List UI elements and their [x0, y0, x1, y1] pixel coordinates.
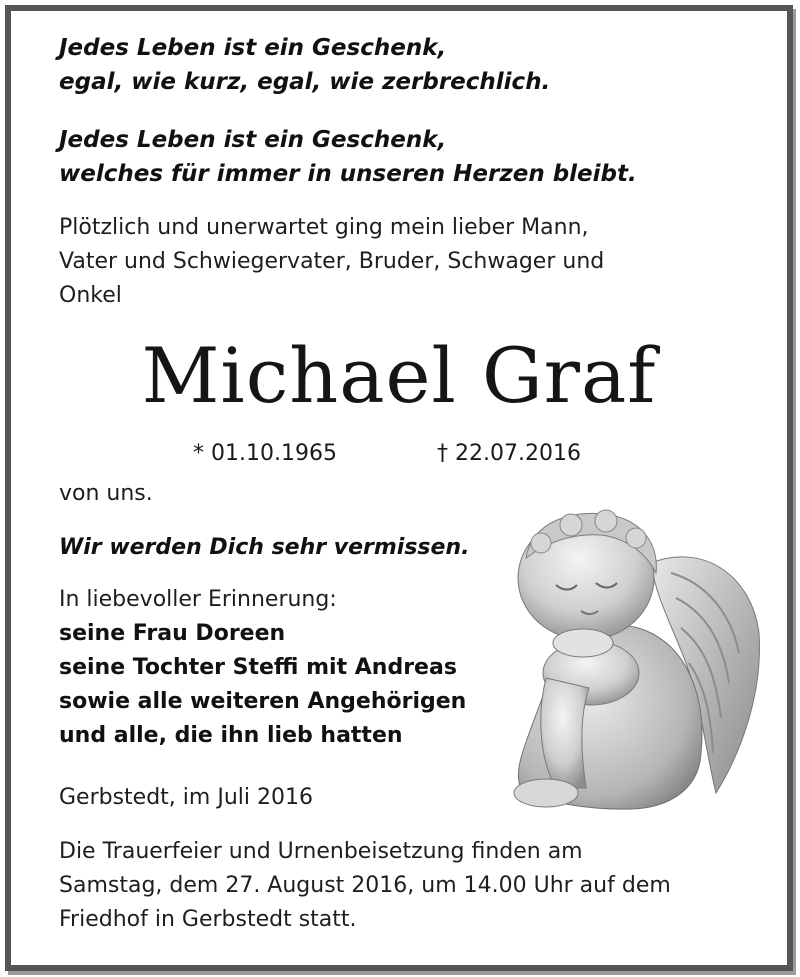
intro-line-2: Vater und Schwiegervater, Bruder, Schwager und [59, 249, 605, 274]
service-line-2: Samstag, dem 27. August 2016, um 14.00 Uhr auf dem [59, 873, 671, 898]
mourner-line: sowie alle weiteren Angehörigen [59, 689, 467, 714]
memory-heading: In liebevoller Erinnerung: [59, 587, 337, 612]
mourner-line: seine Tochter Steffi mit Andreas [59, 655, 457, 680]
deceased-name: Michael Graf [141, 331, 657, 420]
angel-figure-image [501, 503, 766, 813]
miss-you-text: Wir werden Dich sehr vermissen. [59, 535, 470, 560]
verse-1-line-2: egal, wie kurz, egal, wie zerbrechlich. [59, 69, 551, 95]
mourner-line: und alle, die ihn lieb hatten [59, 723, 403, 748]
intro-line-3: Onkel [59, 283, 122, 308]
verse-2 [59, 123, 637, 191]
verse-2-line-1: Jedes Leben ist ein Geschenk, [59, 127, 447, 153]
service-line-3: Friedhof in Gerbstedt statt. [59, 907, 357, 932]
verse-2-line-2: welches für immer in unseren Herzen bleibt. [59, 161, 637, 187]
intro-text [59, 211, 739, 313]
verse-1-line-1: Jedes Leben ist ein Geschenk, [59, 35, 447, 61]
intro-line-1: Plötzlich und unerwartet ging mein lieber Mann, [59, 215, 589, 240]
mourners-list [59, 617, 466, 753]
birth-date: * 01.10.1965 [193, 441, 337, 466]
place-date: Gerbstedt, im Juli 2016 [59, 785, 313, 810]
obituary-frame [5, 5, 793, 971]
mourner-line: seine Frau Doreen [59, 621, 286, 646]
service-info [59, 835, 779, 937]
service-line-1: Die Trauerfeier und Urnenbeisetzung finden am [59, 839, 583, 864]
obituary-content [11, 11, 787, 965]
von-uns-text: von uns. [59, 481, 153, 506]
death-date: † 22.07.2016 [437, 441, 581, 466]
verse-1 [59, 31, 550, 99]
